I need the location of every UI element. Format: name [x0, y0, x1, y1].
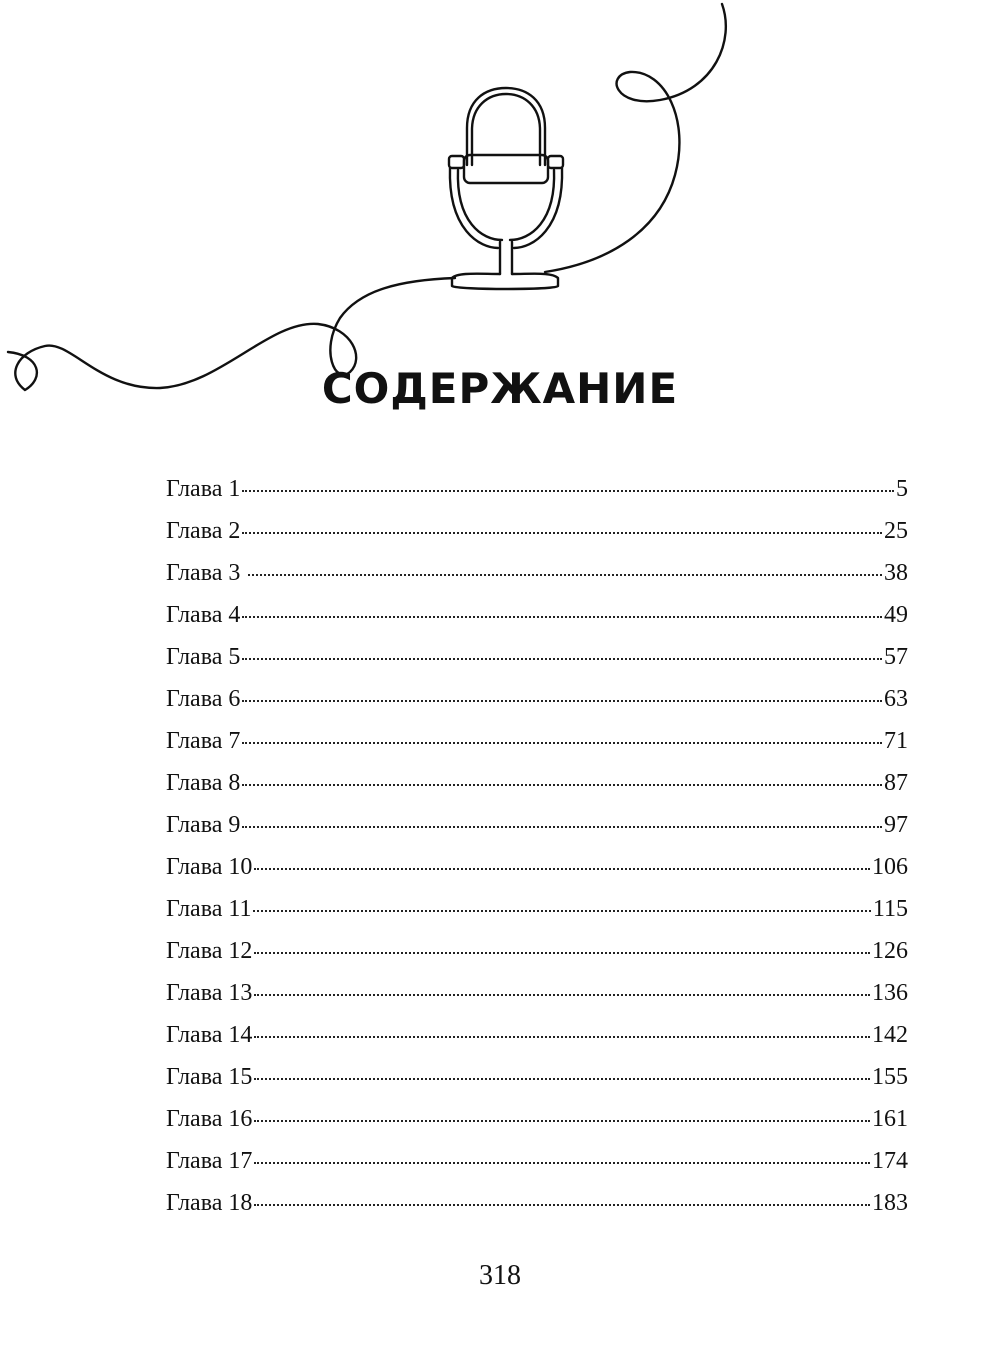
toc-entry-label: Глава 11 — [166, 896, 252, 922]
toc-entry-label: Глава 2 — [166, 518, 241, 544]
page-title: СОДЕРЖАНИЕ — [321, 364, 679, 413]
toc-entry[interactable] — [166, 1190, 908, 1232]
toc-entry[interactable] — [166, 1022, 908, 1064]
toc-dot-leader — [254, 952, 870, 954]
toc-entry[interactable] — [166, 560, 908, 602]
toc-entry-page: 57 — [884, 644, 908, 670]
toc-dot-leader — [242, 490, 894, 492]
toc-entry-label: Глава 6 — [166, 686, 241, 712]
toc-entry-page: 174 — [872, 1148, 908, 1174]
toc-dot-leader — [254, 1204, 870, 1206]
toc-entry-label: Глава 5 — [166, 644, 241, 670]
toc-dot-leader — [242, 784, 882, 786]
toc-entry[interactable] — [166, 518, 908, 560]
toc-dot-leader — [253, 910, 870, 912]
toc-entry-label: Глава 7 — [166, 728, 241, 754]
toc-entry[interactable] — [166, 1106, 908, 1148]
toc-dot-leader — [242, 742, 882, 744]
microphone-illustration — [0, 0, 1000, 420]
toc-entry[interactable] — [166, 896, 908, 938]
toc-entry-page: 115 — [872, 896, 908, 922]
toc-entry[interactable] — [166, 980, 908, 1022]
toc-entry-label: Глава 1 — [166, 476, 241, 502]
toc-entry-page: 38 — [884, 560, 908, 586]
toc-entry-label: Глава 15 — [166, 1064, 253, 1090]
toc-entry-label: Глава 17 — [166, 1148, 253, 1174]
toc-dot-leader — [242, 700, 882, 702]
toc-entry-page: 161 — [872, 1106, 908, 1132]
toc-entry-label: Глава 12 — [166, 938, 253, 964]
toc-entry-page: 136 — [872, 980, 908, 1006]
toc-entry-page: 71 — [884, 728, 908, 754]
toc-entry-label: Глава 13 — [166, 980, 253, 1006]
page-number: 318 — [479, 1260, 521, 1291]
toc-entry[interactable] — [166, 644, 908, 686]
toc-entry-label: Глава 16 — [166, 1106, 253, 1132]
toc-dot-leader — [242, 616, 882, 618]
toc-entry-label: Глава 8 — [166, 770, 241, 796]
toc-entry[interactable] — [166, 854, 908, 896]
toc-entry[interactable] — [166, 728, 908, 770]
toc-entry[interactable] — [166, 812, 908, 854]
toc-entry[interactable] — [166, 1148, 908, 1190]
toc-entry-label: Глава 4 — [166, 602, 241, 628]
toc-entry-page: 97 — [884, 812, 908, 838]
toc-dot-leader — [254, 1162, 870, 1164]
toc-entry-label: Глава 9 — [166, 812, 241, 838]
toc-dot-leader — [254, 868, 870, 870]
toc-dot-leader — [242, 658, 882, 660]
toc-entry[interactable] — [166, 938, 908, 980]
toc-entry-page: 25 — [884, 518, 908, 544]
toc-dot-leader — [254, 1120, 870, 1122]
toc-entry-label: Глава 10 — [166, 854, 253, 880]
toc-dot-leader — [248, 574, 882, 576]
toc-entry-page: 126 — [872, 938, 908, 964]
toc-entry-page: 87 — [884, 770, 908, 796]
microphone-icon — [449, 88, 563, 289]
toc-entry[interactable] — [166, 770, 908, 812]
toc-dot-leader — [254, 1078, 870, 1080]
toc-entry-label: Глава 14 — [166, 1022, 253, 1048]
toc-dot-leader — [254, 994, 870, 996]
toc-entry-page: 155 — [872, 1064, 908, 1090]
table-of-contents — [166, 476, 908, 1232]
cord-top-line — [545, 4, 726, 272]
toc-entry[interactable] — [166, 1064, 908, 1106]
toc-entry-label: Глава 3 — [166, 560, 247, 586]
toc-entry[interactable] — [166, 686, 908, 728]
toc-entry-page: 183 — [872, 1190, 908, 1216]
toc-entry-page: 63 — [884, 686, 908, 712]
toc-dot-leader — [254, 1036, 870, 1038]
toc-dot-leader — [242, 532, 882, 534]
toc-entry[interactable] — [166, 476, 908, 518]
toc-entry-page: 142 — [872, 1022, 908, 1048]
toc-entry[interactable] — [166, 602, 908, 644]
toc-entry-page: 106 — [872, 854, 908, 880]
toc-entry-page: 5 — [896, 476, 908, 502]
toc-entry-label: Глава 18 — [166, 1190, 253, 1216]
toc-dot-leader — [242, 826, 882, 828]
toc-entry-page: 49 — [884, 602, 908, 628]
